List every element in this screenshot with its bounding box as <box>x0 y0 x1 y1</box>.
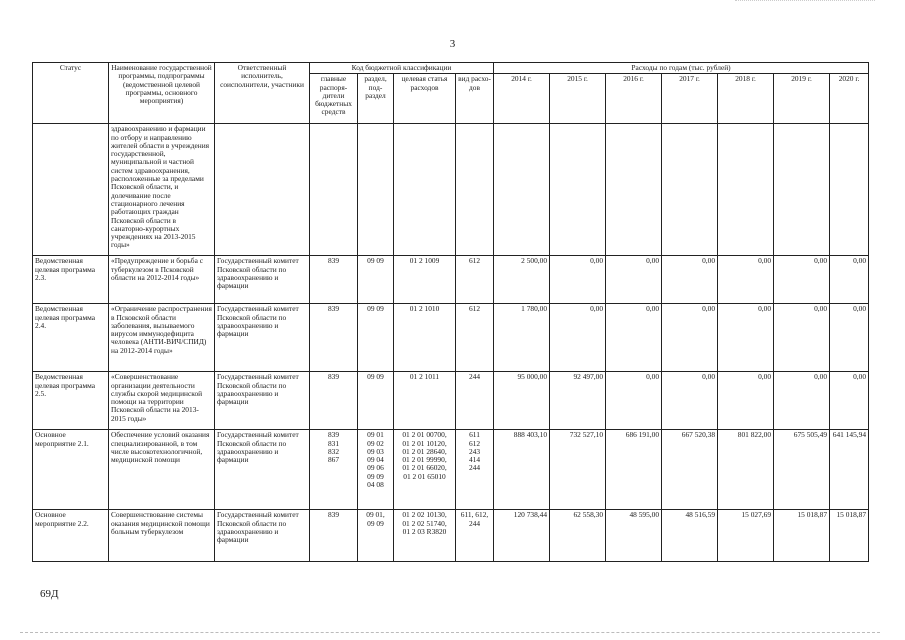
year-value-cell: 0,00 <box>550 304 606 372</box>
year-value-cell: 0,00 <box>830 304 869 372</box>
responsible-cell: Государственный комитет Псковской области по здравоохранению и фармации <box>215 510 310 562</box>
header-year: 2016 г. <box>606 74 662 124</box>
year-value-cell: 0,00 <box>606 304 662 372</box>
budget-table <box>32 62 869 562</box>
year-value-cell: 1 780,00 <box>494 304 550 372</box>
year-value-cell <box>494 124 550 256</box>
section-code-cell: 09 09 <box>358 372 394 430</box>
responsible-cell <box>215 124 310 256</box>
expense-type-cell: 611 612 243 414 244 <box>456 430 494 510</box>
status-cell <box>33 124 109 256</box>
table-row <box>33 304 869 372</box>
admin-code-cell: 839 <box>310 304 358 372</box>
admin-code-cell: 839 <box>310 256 358 304</box>
year-value-cell: 92 497,00 <box>550 372 606 430</box>
responsible-cell: Государственный комитет Псковской области по здравоохранению и фармации <box>215 304 310 372</box>
admin-code-cell: 839 831 832 867 <box>310 430 358 510</box>
header-year: 2014 г. <box>494 74 550 124</box>
year-value-cell: 0,00 <box>662 304 718 372</box>
year-value-cell: 801 822,00 <box>718 430 774 510</box>
article-code-cell: 01 2 01 00700, 01 2 01 10120, 01 2 01 28640, 01 2 01 99990, 01 2 01 66020, 01 2 01 65010 <box>394 430 456 510</box>
year-value-cell: 0,00 <box>550 256 606 304</box>
table-header <box>33 63 869 124</box>
section-code-cell: 09 01 09 02 09 03 09 04 09 06 09 09 04 08 <box>358 430 394 510</box>
year-value-cell <box>662 124 718 256</box>
year-value-cell: 0,00 <box>774 304 830 372</box>
header-expense-type: вид расхо-дов <box>456 74 494 124</box>
page-number: 3 <box>449 38 456 50</box>
year-value-cell: 667 520,38 <box>662 430 718 510</box>
article-code-cell: 01 2 02 10130, 01 2 02 51740, 01 2 03 R3820 <box>394 510 456 562</box>
status-cell: Ведомственная целевая программа 2.3. <box>33 256 109 304</box>
name-cell: «Совершенствование организации деятельности службы скорой медицинской помощи на территории Псковской области на 2013-2015 годы» <box>109 372 215 430</box>
header-year: 2015 г. <box>550 74 606 124</box>
status-cell: Ведомственная целевая программа 2.5. <box>33 372 109 430</box>
table-row <box>33 430 869 510</box>
section-code-cell <box>358 124 394 256</box>
name-cell: «Ограничение распространения в Псковской области заболевания, вызываемого вирусом иммунодефицита человека (АНТИ-ВИЧ/СПИД) на 2012-2014 годы» <box>109 304 215 372</box>
year-value-cell: 0,00 <box>662 372 718 430</box>
header-year: 2018 г. <box>718 74 774 124</box>
year-value-cell: 0,00 <box>830 372 869 430</box>
year-value-cell: 15 027,69 <box>718 510 774 562</box>
header-status: Статус <box>33 63 109 124</box>
expense-type-cell: 611, 612, 244 <box>456 510 494 562</box>
section-code-cell: 09 09 <box>358 304 394 372</box>
year-value-cell: 0,00 <box>606 256 662 304</box>
header-year: 2019 г. <box>774 74 830 124</box>
name-cell: Обеспечение условий оказания специализированной, в том числе высокотехнологичной, медицинской помощи <box>109 430 215 510</box>
scan-artifact-bottom <box>20 632 880 633</box>
year-value-cell: 120 738,44 <box>494 510 550 562</box>
section-code-cell: 09 01, 09 09 <box>358 510 394 562</box>
year-value-cell: 48 516,59 <box>662 510 718 562</box>
header-year: 2020 г. <box>830 74 869 124</box>
year-value-cell: 0,00 <box>774 256 830 304</box>
article-code-cell: 01 2 1009 <box>394 256 456 304</box>
header-admin: главные распоря-дители бюджетных средств <box>310 74 358 124</box>
header-name: Наименование государственной программы, подпрограммы (ведомственной целевой программы, основного мероприятия) <box>109 63 215 124</box>
name-cell: здравоохранению и фармации по отбору и направлению жителей области в учреждения государственной, муниципальной и частной систем здравоохранения, расположенные за пределами Псковской области, и долечивание после стационарного лечения работающих граждан Псковской области в санаторно-курортных учреждениях на 2013-2015 годы» <box>109 124 215 256</box>
header-expenses-by-year: Расходы по годам (тыс. рублей) <box>494 63 869 74</box>
year-value-cell: 95 000,00 <box>494 372 550 430</box>
status-cell: Основное мероприятие 2.2. <box>33 510 109 562</box>
status-cell: Ведомственная целевая программа 2.4. <box>33 304 109 372</box>
year-value-cell <box>550 124 606 256</box>
year-value-cell: 0,00 <box>774 372 830 430</box>
year-value-cell: 732 527,10 <box>550 430 606 510</box>
admin-code-cell: 839 <box>310 510 358 562</box>
year-value-cell: 0,00 <box>718 372 774 430</box>
table-row <box>33 372 869 430</box>
year-value-cell: 0,00 <box>718 304 774 372</box>
year-value-cell <box>606 124 662 256</box>
article-code-cell: 01 2 1011 <box>394 372 456 430</box>
expense-type-cell: 612 <box>456 256 494 304</box>
year-value-cell: 641 145,94 <box>830 430 869 510</box>
table-row <box>33 510 869 562</box>
responsible-cell: Государственный комитет Псковской области по здравоохранению и фармации <box>215 256 310 304</box>
sheet-code: 69Д <box>40 588 59 600</box>
year-value-cell: 0,00 <box>830 256 869 304</box>
scan-artifact-top <box>735 0 875 1</box>
year-value-cell: 15 018,87 <box>830 510 869 562</box>
expense-type-cell: 244 <box>456 372 494 430</box>
year-value-cell: 62 558,30 <box>550 510 606 562</box>
responsible-cell: Государственный комитет Псковской области по здравоохранению и фармации <box>215 430 310 510</box>
year-value-cell: 675 505,49 <box>774 430 830 510</box>
expense-type-cell <box>456 124 494 256</box>
header-responsible: Ответственный исполнитель, соисполнители, участники <box>215 63 310 124</box>
year-value-cell: 2 500,00 <box>494 256 550 304</box>
name-cell: «Предупреждение и борьба с туберкулезом в Псковской области на 2012-2014 годы» <box>109 256 215 304</box>
admin-code-cell <box>310 124 358 256</box>
responsible-cell: Государственный комитет Псковской области по здравоохранению и фармации <box>215 372 310 430</box>
article-code-cell: 01 2 1010 <box>394 304 456 372</box>
header-section: раздел, под-раздел <box>358 74 394 124</box>
year-value-cell: 48 595,00 <box>606 510 662 562</box>
table-row <box>33 256 869 304</box>
table-body <box>33 124 869 562</box>
year-value-cell: 0,00 <box>718 256 774 304</box>
article-code-cell <box>394 124 456 256</box>
year-value-cell: 0,00 <box>662 256 718 304</box>
year-value-cell: 686 191,00 <box>606 430 662 510</box>
admin-code-cell: 839 <box>310 372 358 430</box>
year-value-cell <box>774 124 830 256</box>
table-row <box>33 124 869 256</box>
header-year: 2017 г. <box>662 74 718 124</box>
year-value-cell: 888 403,10 <box>494 430 550 510</box>
year-value-cell <box>830 124 869 256</box>
expense-type-cell: 612 <box>456 304 494 372</box>
section-code-cell: 09 09 <box>358 256 394 304</box>
name-cell: Совершенствование системы оказания медицинской помощи больным туберкулезом <box>109 510 215 562</box>
year-value-cell: 0,00 <box>606 372 662 430</box>
header-budget-code: Код бюджетной классификации <box>310 63 494 74</box>
header-article: целевая статья расходов <box>394 74 456 124</box>
status-cell: Основное мероприятие 2.1. <box>33 430 109 510</box>
year-value-cell <box>718 124 774 256</box>
year-value-cell: 15 018,87 <box>774 510 830 562</box>
